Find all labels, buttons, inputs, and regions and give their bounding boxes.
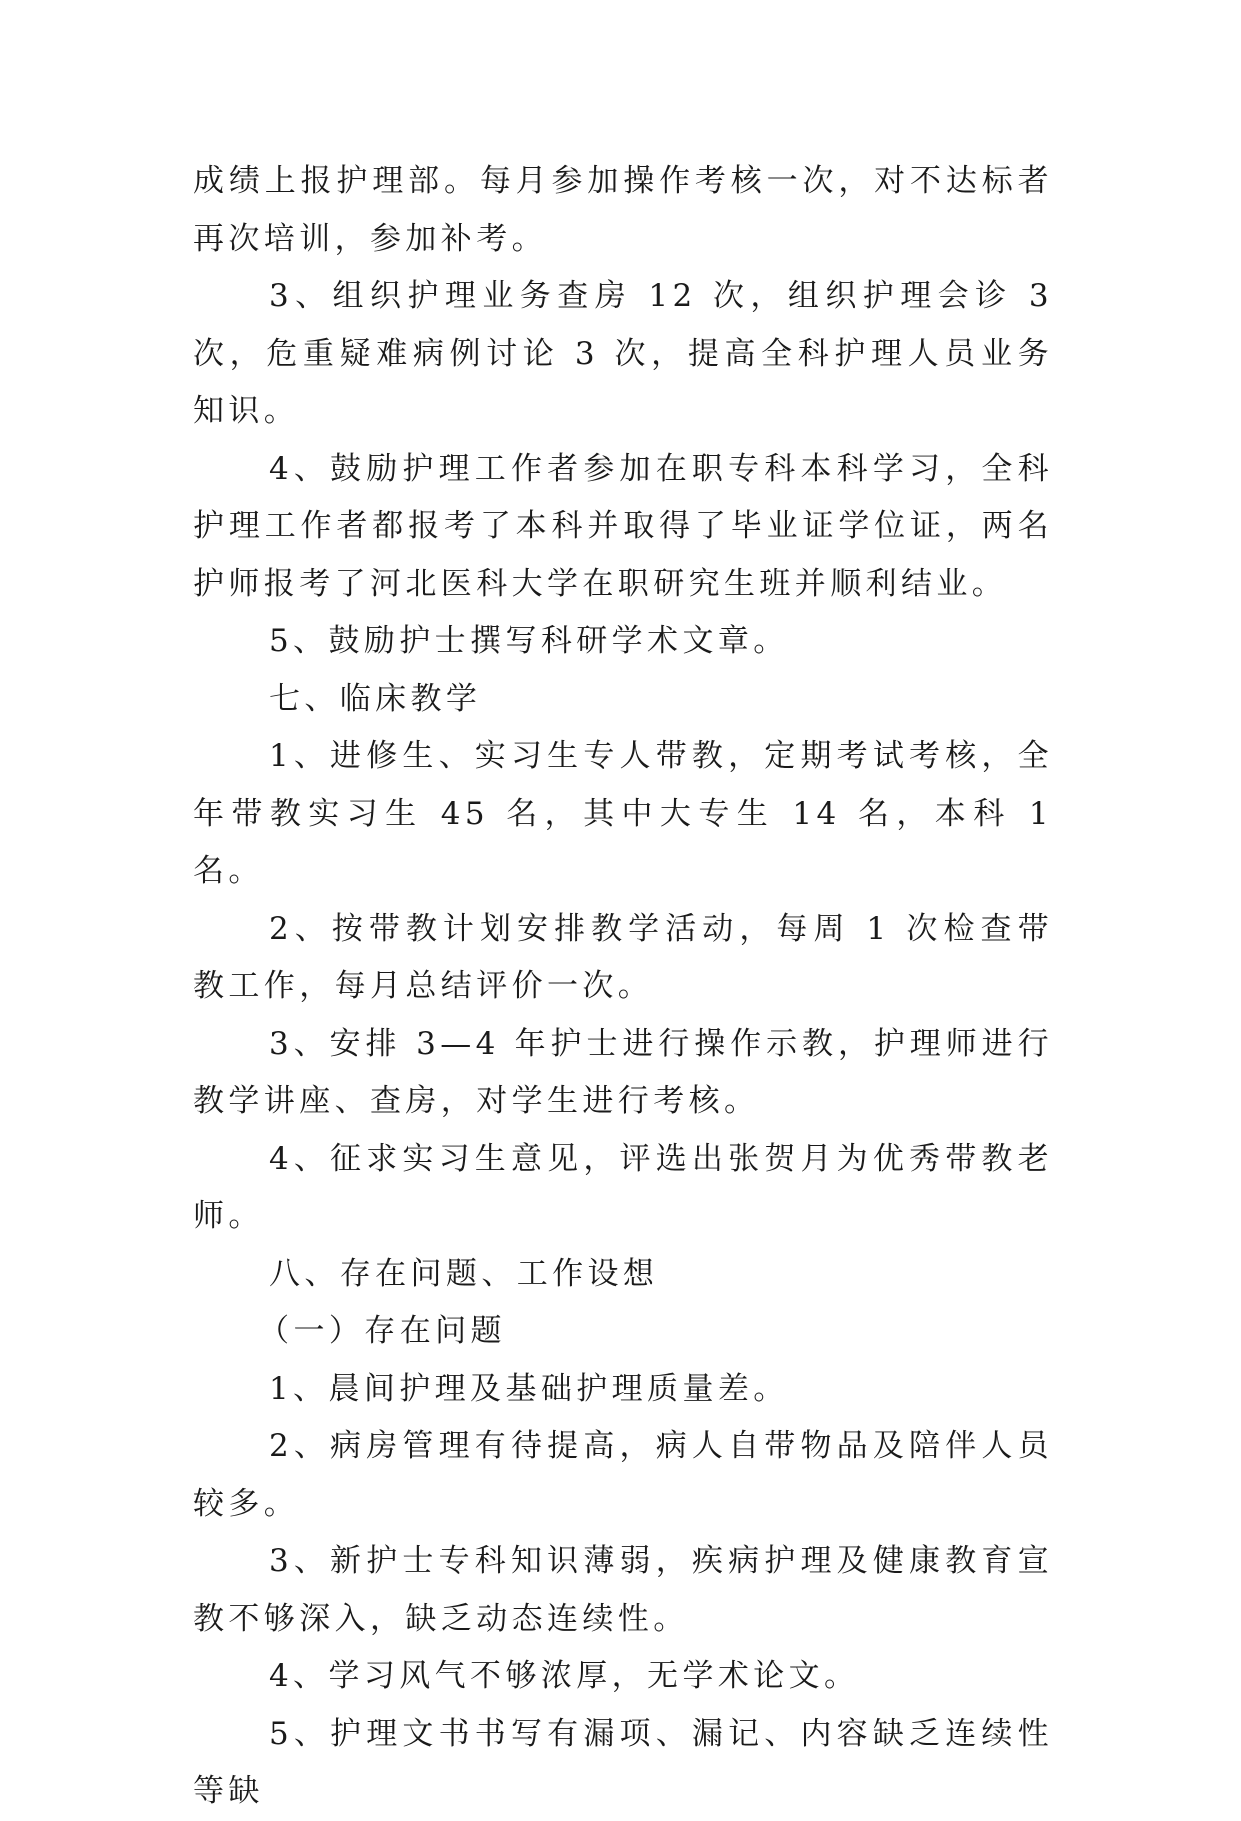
list-item-4-study: 4、鼓励护理工作者参加在职专科本科学习，全科护理工作者都报考了本科并取得了毕业证学位证，两名护师报考了河北医科大学在职研究生班并顺利结业。: [193, 450, 1053, 602]
list-item-4-learning-atmosphere: 4、学习风气不够浓厚，无学术论文。: [268, 1658, 860, 1694]
list-item-5-research: 5、鼓励护士撰写科研学术文章。: [268, 623, 789, 659]
list-item-3-new-nurses: 3、新护士专科知识薄弱，疾病护理及健康教育宣教不够深入，缺乏动态连续性。: [193, 1543, 1053, 1637]
paragraph-continuation: 成绩上报护理部。每月参加操作考核一次，对不达标者再次培训，参加补考。: [193, 163, 1053, 257]
section-heading-problems-plans: 八、存在问题、工作设想: [268, 1255, 659, 1292]
subsection-heading-problems: （一）存在问题: [258, 1313, 506, 1349]
list-item-5-documentation: 5、护理文书书写有漏项、漏记、内容缺乏连续性等缺: [193, 1715, 1053, 1809]
list-item-2-teaching-plan: 2、按带教计划安排教学活动，每周 1 次检查带教工作，每月总结评价一次。: [193, 910, 1053, 1004]
list-item-3-rounds: 3、组织护理业务查房 12 次，组织护理会诊 3 次，危重疑难病例讨论 3 次，提高全科护理人员业务知识。: [193, 278, 1053, 429]
section-heading-clinical-teaching: 七、临床教学: [268, 680, 482, 717]
list-item-1-morning-care: 1、晨间护理及基础护理质量差。: [268, 1370, 789, 1407]
list-item-2-ward-management: 2、病房管理有待提高，病人自带物品及陪伴人员较多。: [193, 1428, 1053, 1522]
list-item-1-trainees: 1、进修生、实习生专人带教，定期考试考核，全年带教实习生 45 名，其中大专生 14 名，本科 1 名。: [193, 738, 1053, 889]
list-item-3-demonstration: 3、安排 3—4 年护士进行操作示教，护理师进行教学讲座、查房，对学生进行考核。: [193, 1025, 1053, 1119]
document-body: [193, 153, 1053, 1821]
list-item-4-feedback: 4、征求实习生意见，评选出张贺月为优秀带教老师。: [193, 1140, 1053, 1234]
